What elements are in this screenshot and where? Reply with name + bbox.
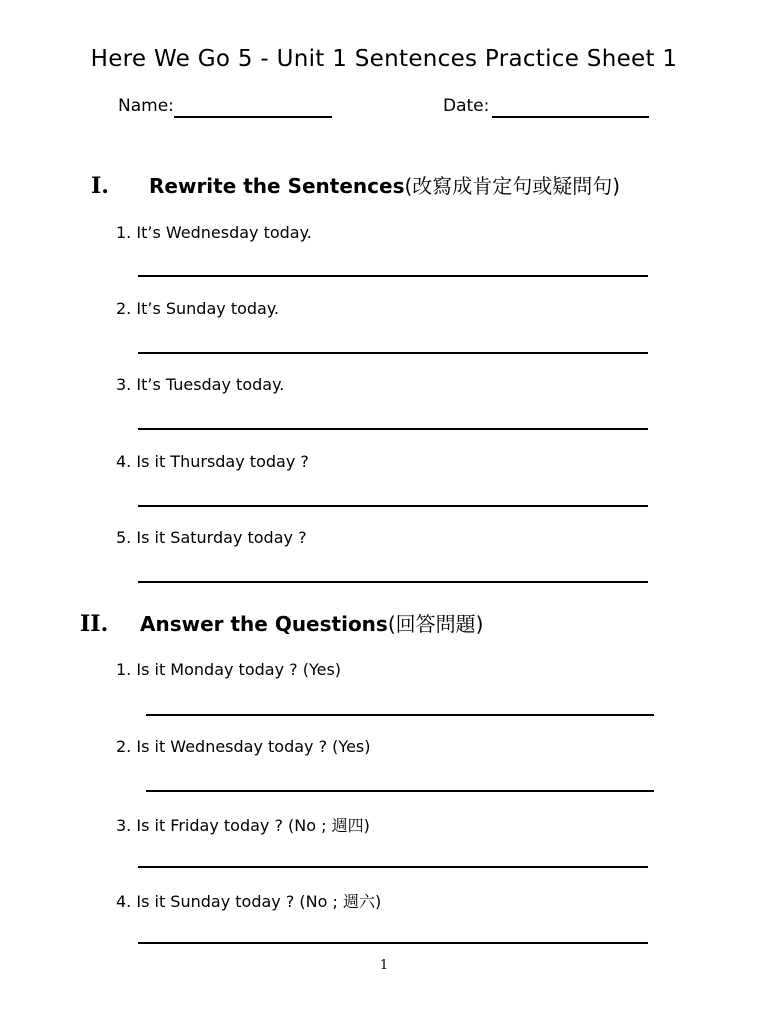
section-1-heading [91, 170, 620, 199]
question-number: 3. [116, 375, 132, 394]
question-2-2 [116, 737, 371, 756]
question-text: Is it Wednesday today ? (Yes) [136, 737, 371, 756]
question-number: 4. [116, 892, 132, 911]
answer-line-2-1[interactable] [146, 714, 654, 716]
question-1-2 [116, 299, 279, 318]
question-text: Is it Saturday today ? [136, 528, 307, 547]
question-number: 1. [116, 223, 132, 242]
question-text: Is it Monday today ? (Yes) [136, 660, 342, 679]
section-1-title-cn: (改寫成肯定句或疑問句) [404, 174, 621, 198]
section-1-numeral: I. [91, 173, 109, 199]
question-number: 4. [116, 452, 132, 471]
question-text: It’s Tuesday today. [136, 375, 285, 394]
section-2-heading [80, 608, 483, 637]
answer-line-1-1[interactable] [138, 275, 648, 277]
question-text: Is it Sunday today ? (No ; 週六) [136, 892, 382, 911]
question-1-3 [116, 375, 284, 394]
section-2-title-cn: (回答問題) [387, 612, 484, 636]
date-label: Date: [443, 96, 490, 116]
section-2-numeral: II. [80, 611, 109, 637]
question-text: It’s Wednesday today. [136, 223, 312, 242]
question-2-4 [116, 889, 381, 912]
answer-line-1-4[interactable] [138, 505, 648, 507]
section-1-title: Rewrite the Sentences [149, 174, 405, 198]
question-text: It’s Sunday today. [136, 299, 280, 318]
answer-line-2-2[interactable] [146, 790, 654, 792]
question-number: 5. [116, 528, 132, 547]
name-field[interactable] [174, 116, 332, 118]
question-number: 2. [116, 737, 132, 756]
answer-line-1-5[interactable] [138, 581, 648, 583]
section-2-title: Answer the Questions [140, 612, 388, 636]
date-field[interactable] [492, 116, 649, 118]
page-title: Here We Go 5 - Unit 1 Sentences Practice Sheet 1 [90, 46, 678, 72]
question-number: 3. [116, 816, 132, 835]
name-label: Name: [118, 96, 174, 116]
question-2-1 [116, 660, 341, 679]
answer-line-2-4[interactable] [138, 942, 648, 944]
question-1-5 [116, 528, 307, 547]
question-number: 1. [116, 660, 132, 679]
page-number: 1 [379, 958, 389, 973]
question-1-4 [116, 452, 309, 471]
answer-line-1-2[interactable] [138, 352, 648, 354]
question-number: 2. [116, 299, 132, 318]
answer-line-1-3[interactable] [138, 428, 648, 430]
question-1-1 [116, 223, 312, 242]
question-text: Is it Friday today ? (No ; 週四) [136, 816, 370, 835]
question-2-3 [116, 813, 370, 836]
question-text: Is it Thursday today ? [136, 452, 309, 471]
answer-line-2-3[interactable] [138, 866, 648, 868]
